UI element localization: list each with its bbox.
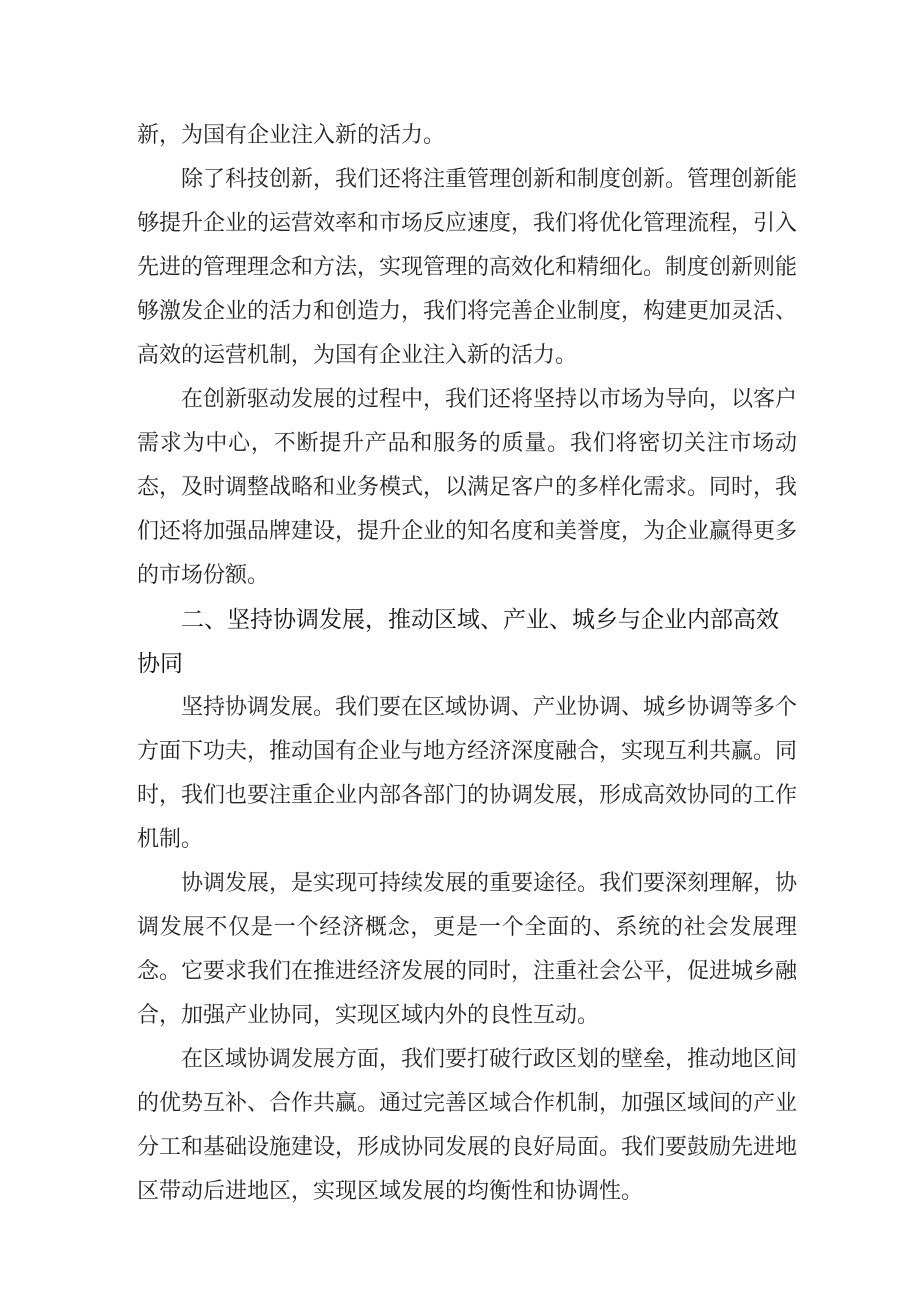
paragraph-management-innovation: 除了科技创新，我们还将注重管理创新和制度创新。管理创新能够提升企业的运营效率和市场反应速度，我们将优化管理流程，引入先进的管理理念和方法，实现管理的高效化和精细化。制度创新则能够激发企业的活力和创造力，我们将完善企业制度，构建更加灵活、高效的运营机制，为国有企业注入新的活力。 xyxy=(137,167,798,368)
document-body xyxy=(137,114,797,1214)
paragraph-market-orientation: 在创新驱动发展的过程中，我们还将坚持以市场为导向，以客户需求为中心，不断提升产品和服务的质量。我们将密切关注市场动态，及时调整战略和业务模式，以满足客户的多样化需求。同时，我们还将加强品牌建设，提升企业的知名度和美誉度，为企业赢得更多的市场份额。 xyxy=(137,387,798,588)
paragraph-regional-coordination: 在区域协调发展方面，我们要打破行政区划的壁垒，推动地区间的优势互补、合作共赢。通过完善区域合作机制，加强区域间的产业分工和基础设施建设，形成协同发展的良好局面。我们要鼓励先进地区带动后进地区，实现区域发展的均衡性和协调性。 xyxy=(137,1047,798,1204)
section-heading: 二、坚持协调发展，推动区域、产业、城乡与企业内部高效协同 xyxy=(137,607,779,677)
paragraph-continuation: 新，为国有企业注入新的活力。 xyxy=(137,123,446,148)
paragraph-sustainable-path: 协调发展，是实现可持续发展的重要途径。我们要深刻理解，协调发展不仅是一个经济概念，更是一个全面的、系统的社会发展理念。它要求我们在推进经济发展的同时，注重社会公平，促进城乡融合，加强产业协同，实现区域内外的良性互动。 xyxy=(137,871,798,1028)
paragraph-coordinated-development: 坚持协调发展。我们要在区域协调、产业协调、城乡协调等多个方面下功夫，推动国有企业与地方经济深度融合，实现互利共赢。同时，我们也要注重企业内部各部门的协调发展，形成高效协同的工作机制。 xyxy=(137,695,798,852)
